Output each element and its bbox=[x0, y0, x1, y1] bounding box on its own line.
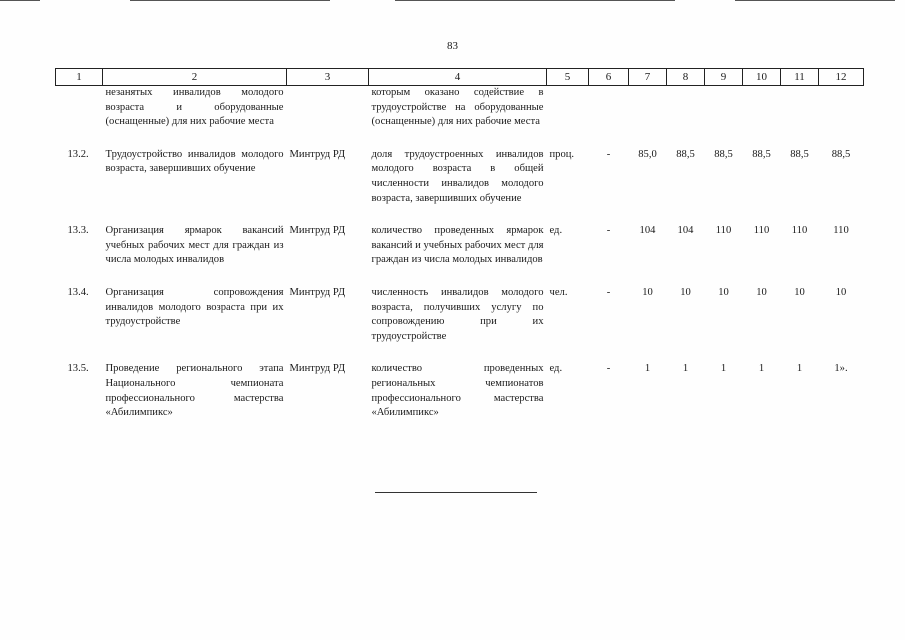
indicator-cell: численность инвалидов молодого возраста, получивших услугу по сопровождению при их трудоустройстве bbox=[371, 286, 544, 342]
executor-cell: Минтруд РД bbox=[289, 148, 346, 160]
row-number: 13.5. bbox=[67, 363, 89, 375]
scan-edge-line bbox=[395, 0, 675, 1]
column-header: 6 bbox=[589, 69, 629, 86]
column-header: 3 bbox=[287, 69, 369, 86]
measure-cell: Проведение регионального этапа Национального чемпионата профессионального мастерства «Абилимпикс» bbox=[105, 363, 284, 419]
column-header: 9 bbox=[705, 69, 743, 86]
column-header: 11 bbox=[781, 69, 819, 86]
column-header: 4 bbox=[369, 69, 547, 86]
value-cell: - bbox=[606, 148, 611, 160]
measure-cell: Трудоустройство инвалидов молодого возраста, завершивших обучение bbox=[105, 148, 284, 175]
value-cell: 104 bbox=[639, 225, 656, 237]
value-cell: 1 bbox=[644, 363, 651, 375]
value-cell: 1 bbox=[682, 363, 689, 375]
executor-cell: Минтруд РД bbox=[289, 225, 346, 237]
column-header: 5 bbox=[547, 69, 589, 86]
table-row bbox=[56, 362, 864, 420]
value-cell: 88,5 bbox=[831, 148, 851, 160]
value-cell: 85,0 bbox=[638, 148, 657, 160]
column-header: 12 bbox=[819, 69, 864, 86]
column-header: 1 bbox=[56, 69, 103, 86]
executor-cell: Минтруд РД bbox=[289, 286, 346, 298]
value-cell: 110 bbox=[753, 225, 770, 237]
value-cell: - bbox=[606, 363, 611, 375]
measure-cell: Организация ярмарок вакансий учебных рабочих мест для граждан из числа молодых инвалидов bbox=[105, 225, 284, 266]
measure-cell: незанятых инвалидов молодого возраста и оборудованные (оснащенные) для них рабочие места bbox=[105, 87, 284, 128]
value-cell: 88,5 bbox=[752, 148, 771, 160]
row-number: 13.3. bbox=[67, 225, 89, 237]
value-cell: 1». bbox=[834, 363, 848, 375]
scan-edge-line bbox=[130, 0, 330, 1]
unit-cell: проц. bbox=[549, 148, 575, 160]
value-cell: 110 bbox=[833, 225, 849, 237]
executor-cell: Минтруд РД bbox=[289, 363, 346, 375]
unit-cell: ед. bbox=[549, 363, 563, 375]
value-cell: 88,5 bbox=[790, 148, 809, 160]
table-row bbox=[56, 148, 864, 206]
value-cell: 1 bbox=[758, 363, 765, 375]
value-cell: - bbox=[606, 286, 611, 298]
scan-edge-line bbox=[735, 0, 895, 1]
row-number: 13.4. bbox=[67, 286, 89, 298]
program-table bbox=[55, 68, 864, 421]
value-cell: 110 bbox=[791, 225, 808, 237]
page-number: 83 bbox=[447, 40, 458, 52]
column-header: 10 bbox=[743, 69, 781, 86]
unit-cell: чел. bbox=[549, 286, 568, 298]
indicator-cell: доля трудоустроенных инвалидов молодого возраста в общей численности инвалидов молодого возраста, завершивших обучение bbox=[371, 148, 544, 204]
value-cell: 10 bbox=[756, 286, 767, 298]
table-row bbox=[56, 224, 864, 268]
value-cell: 1 bbox=[796, 363, 803, 375]
value-cell: 88,5 bbox=[714, 148, 733, 160]
value-cell: 104 bbox=[677, 225, 694, 237]
column-header: 7 bbox=[629, 69, 667, 86]
value-cell: 10 bbox=[642, 286, 653, 298]
table-row bbox=[56, 286, 864, 344]
value-cell: 10 bbox=[718, 286, 729, 298]
value-cell: - bbox=[606, 225, 611, 237]
indicator-cell: количество проведенных ярмарок вакансий и учебных рабочих мест для граждан из числа молодых инвалидов bbox=[371, 225, 544, 266]
value-cell: 10 bbox=[680, 286, 691, 298]
unit-cell: ед. bbox=[549, 225, 563, 237]
scan-edge-line bbox=[0, 0, 40, 1]
value-cell: 110 bbox=[715, 225, 732, 237]
column-header: 8 bbox=[667, 69, 705, 86]
indicator-cell: которым оказано содействие в трудоустройстве на оборудованные (оснащенные) для них рабочие места bbox=[371, 87, 544, 128]
column-header: 2 bbox=[103, 69, 287, 86]
table-row bbox=[56, 86, 864, 130]
row-number: 13.2. bbox=[67, 148, 89, 160]
value-cell: 88,5 bbox=[676, 148, 695, 160]
measure-cell: Организация сопровождения инвалидов молодого возраста при их трудоустройстве bbox=[105, 286, 284, 328]
table-header bbox=[56, 69, 864, 86]
value-cell: 10 bbox=[835, 286, 847, 298]
value-cell: 1 bbox=[720, 363, 727, 375]
value-cell: 10 bbox=[794, 286, 805, 298]
end-rule bbox=[375, 492, 537, 493]
indicator-cell: количество проведенных региональных чемпионатов профессионального мастерства «Абилимпикс» bbox=[371, 363, 544, 419]
